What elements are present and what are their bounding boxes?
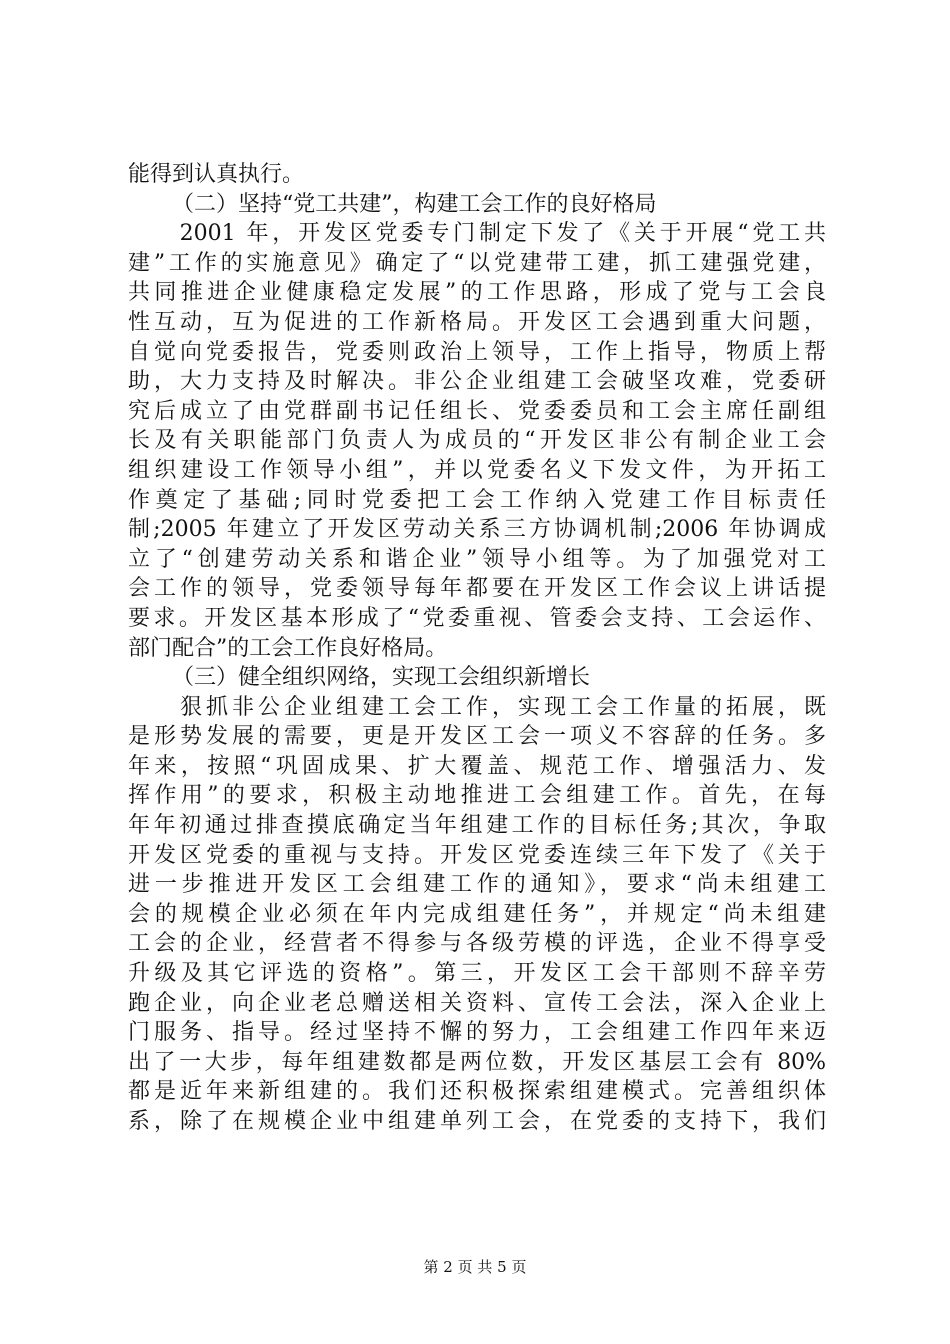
text-line: 性互动，互为促进的工作新格局。开发区工会遇到重大问题， xyxy=(128,309,826,335)
text-line: 组织建设工作领导小组”，并以党委名义下发文件，为开拓工 xyxy=(128,457,826,483)
text-line: 自觉向党委报告，党委则政治上领导，工作上指导，物质上帮 xyxy=(128,339,826,365)
text-line: 都是近年来新组建的。我们还积极探索组建模式。完善组织体 xyxy=(128,1079,826,1105)
text-line: 工会的企业，经营者不得参与各级劳模的评选，企业不得享受 xyxy=(128,931,826,957)
text-line: 会工作的领导，党委领导每年都要在开发区工作会议上讲话提 xyxy=(128,576,826,602)
text-line: 狠抓非公企业组建工会工作，实现工会工作量的拓展，既 xyxy=(128,694,826,720)
text-line: 升级及其它评选的资格”。第三，开发区工会干部则不辞辛劳 xyxy=(128,961,826,987)
text-line: 要求。开发区基本形成了“党委重视、管委会支持、工会运作、 xyxy=(128,605,826,631)
text-line: 长及有关职能部门负责人为成员的“开发区非公有制企业工会 xyxy=(128,428,826,454)
page-footer: 第 2 页 共 5 页 xyxy=(423,1258,527,1276)
text-line: 助，大力支持及时解决。非公企业组建工会破坚攻难，党委研 xyxy=(128,369,826,395)
text-line: 挥作用”的要求，积极主动地推进工会组建工作。首先，在每 xyxy=(128,783,826,809)
text-line: 立了“创建劳动关系和谐企业”领导小组等。为了加强党对工 xyxy=(128,546,826,572)
text-line: 部门配合”的工会工作良好格局。 xyxy=(128,635,448,661)
text-line: 年年初通过排查摸底确定当年组建工作的目标任务;其次，争取 xyxy=(128,813,826,839)
text-line: 系，除了在规模企业中组建单列工会，在党委的支持下，我们 xyxy=(128,1109,826,1134)
text-line: 作奠定了基础;同时党委把工会工作纳入党建工作目标责任 xyxy=(128,487,826,513)
text-line: 门服务、指导。经过坚持不懈的努力，工会组建工作四年来迈 xyxy=(128,1020,826,1046)
document-body xyxy=(128,160,826,1137)
text-line: 跑企业，向企业老总赠送相关资料、宣传工会法，深入企业上 xyxy=(128,990,826,1016)
text-line: 共同推进企业健康稳定发展”的工作思路，形成了党与工会良 xyxy=(128,280,826,306)
text-line: 建”工作的实施意见》确定了“以党建带工建，抓工建强党建， xyxy=(128,250,826,276)
text-line: 制;2005 年建立了开发区劳动关系三方协调机制;2006 年协调成 xyxy=(128,517,826,543)
text-line: 是形势发展的需要，更是开发区工会一项义不容辞的任务。多 xyxy=(128,724,826,750)
text-line: 能得到认真执行。 xyxy=(128,162,305,187)
section-heading: （二）坚持“党工共建”，构建工会工作的良好格局 xyxy=(172,191,657,217)
text-line: 年来，按照“巩固成果、扩大覆盖、规范工作、增强活力、发 xyxy=(128,753,826,779)
text-line: 究后成立了由党群副书记任组长、党委委员和工会主席任副组 xyxy=(128,398,826,424)
text-line: 出了一大步，每年组建数都是两位数，开发区基层工会有 80% xyxy=(128,1049,826,1075)
text-line: 会的规模企业必须在年内完成组建任务”，并规定“尚未组建 xyxy=(128,901,826,927)
text-line: 2001 年，开发区党委专门制定下发了《关于开展“党工共 xyxy=(128,221,826,247)
section-heading: （三）健全组织网络，实现工会组织新增长 xyxy=(172,665,591,691)
text-line: 进一步推进开发区工会组建工作的通知》，要求“尚未组建工 xyxy=(128,872,826,898)
text-line: 开发区党委的重视与支持。开发区党委连续三年下发了《关于 xyxy=(128,842,826,868)
